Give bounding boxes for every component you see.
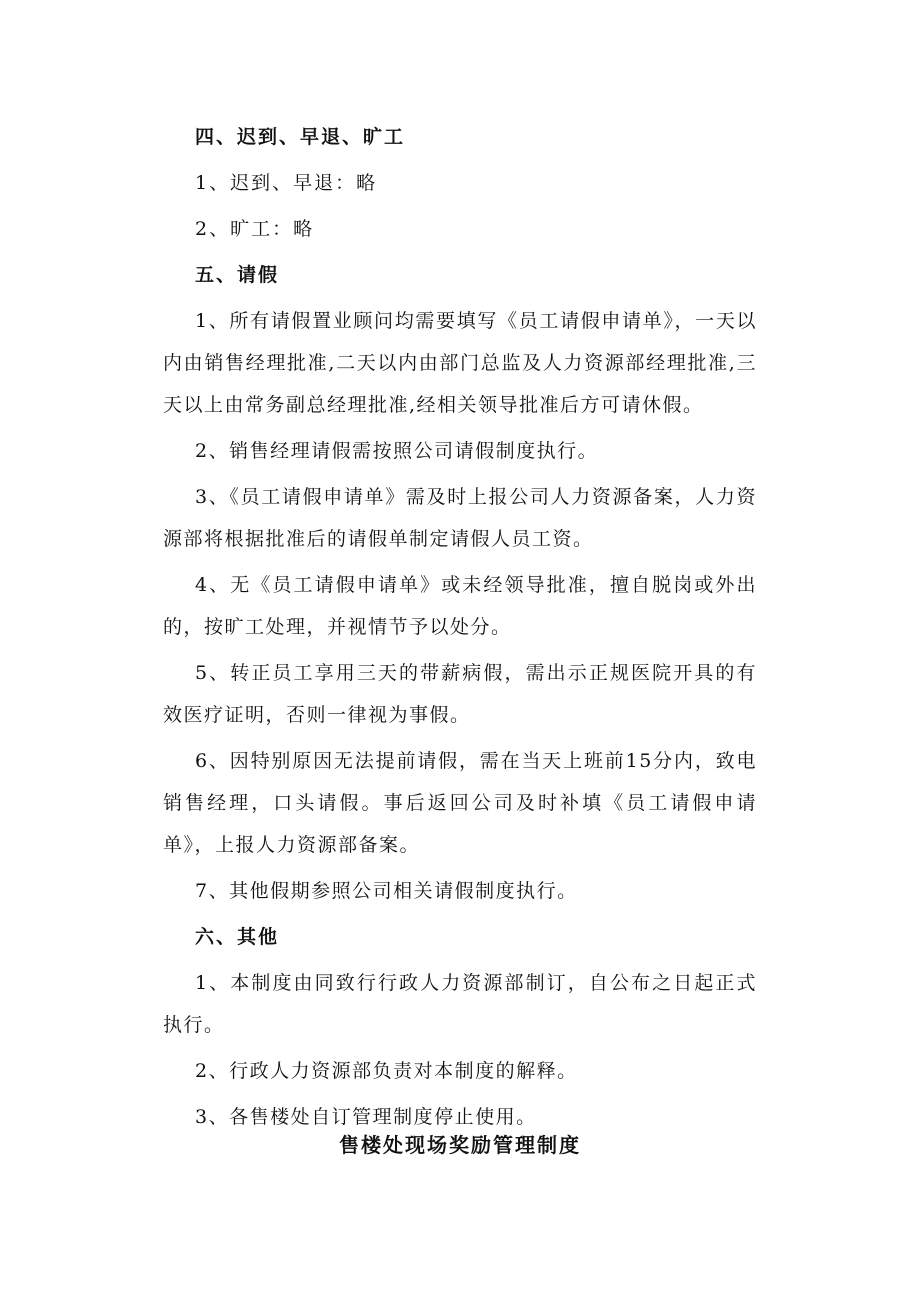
next-document-title: 售楼处现场奖励管理制度 xyxy=(339,1133,581,1157)
paragraph: 3、各售楼处自订管理制度停止使用。 xyxy=(195,1106,537,1128)
paragraph: 1、所有请假置业顾问均需要填写《员工请假申请单》，一天以内由销售经理批准,二天以内由部门总监及人力资源部经理批准,三天以上由常务副总经理批准,经相关领导批准后方可请休假。 xyxy=(163,310,757,416)
paragraph: 4、无《员工请假申请单》或未经领导批准，擅自脱岗或外出的，按旷工处理，并视情节予以处分。 xyxy=(163,574,757,638)
section-heading-4: 四、迟到、早退、旷工 xyxy=(195,126,406,148)
section-heading-6: 六、其他 xyxy=(195,926,280,948)
list-item: 1、迟到、早退：略 xyxy=(195,172,378,194)
paragraph: 7、其他假期参照公司相关请假制度执行。 xyxy=(195,880,578,902)
paragraph: 6、因特别原因无法提前请假，需在当天上班前15分内，致电销售经理，口头请假。事后返回公司及时补填《员工请假申请单》，上报人力资源部备案。 xyxy=(163,750,757,856)
paragraph: 3、《员工请假申请单》需及时上报公司人力资源备案，人力资源部将根据批准后的请假单制定请假人员工资。 xyxy=(163,486,757,550)
paragraph: 5、转正员工享用三天的带薪病假，需出示正规医院开具的有效医疗证明，否则一律视为事假。 xyxy=(163,662,757,726)
paragraph: 2、销售经理请假需按照公司请假制度执行。 xyxy=(195,440,599,462)
section-heading-5: 五、请假 xyxy=(195,264,280,286)
paragraph: 2、行政人力资源部负责对本制度的解释。 xyxy=(195,1060,578,1082)
paragraph: 1、本制度由同致行行政人力资源部制订，自公布之日起正式执行。 xyxy=(163,972,757,1036)
list-item: 2、旷工：略 xyxy=(195,218,315,240)
